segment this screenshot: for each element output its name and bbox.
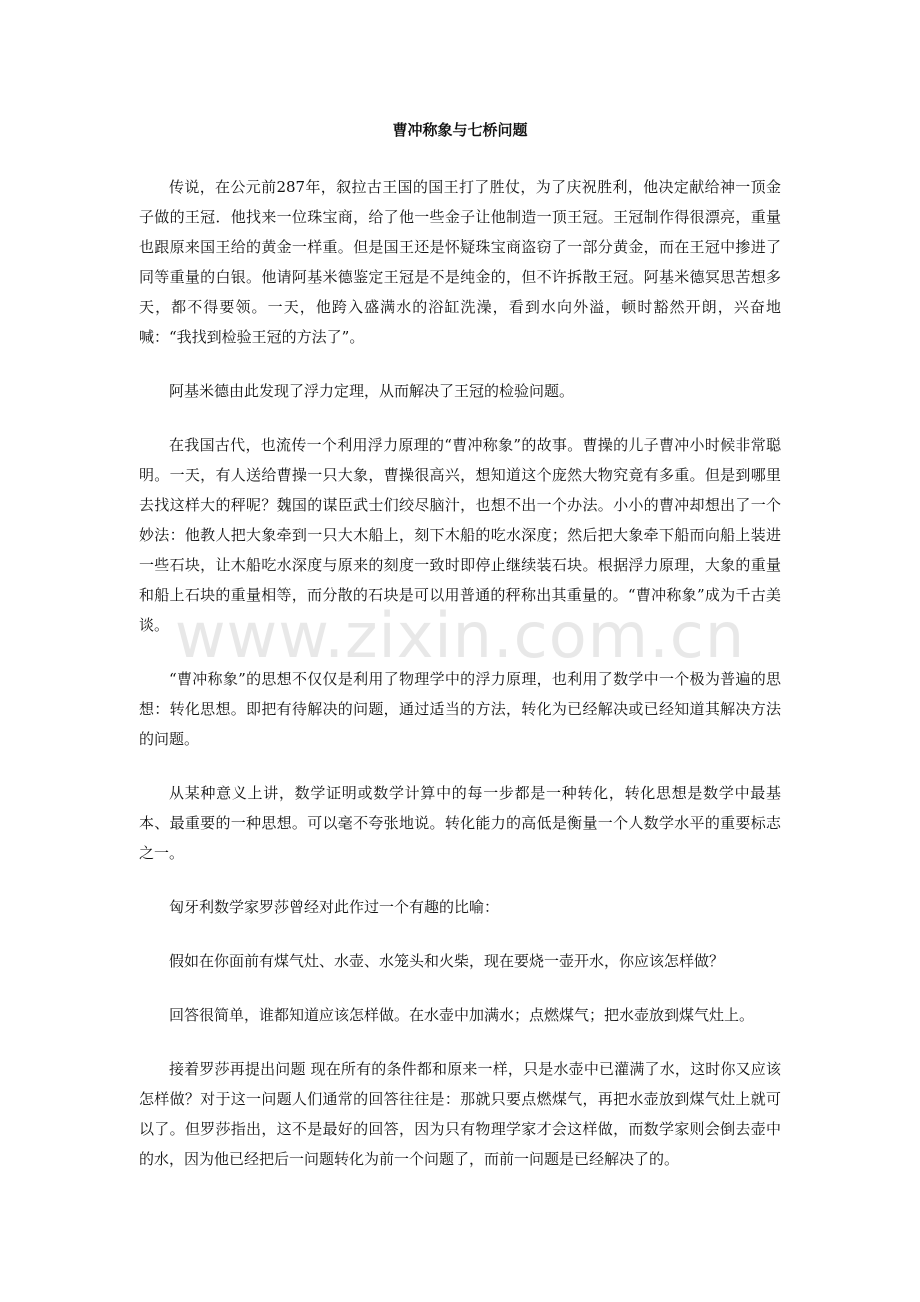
paragraph-6: 匈牙利数学家罗莎曾经对此作过一个有趣的比喻： [169, 898, 500, 916]
document-title: 曹冲称象与七桥问题 [392, 121, 528, 139]
watermark: www.zixin.com.cn [174, 599, 746, 672]
paragraph-2: 阿基米德由此发现了浮力定理，从而解决了王冠的检验问题。 [169, 382, 575, 400]
paragraph-7: 假如在你面前有煤气灶、水壶、水笼头和火柴，现在要烧一壶开水，你应该怎样做？ [169, 952, 725, 970]
paragraph-9: 接着罗莎再提出问题 现在所有的条件都和原来一样，只是水壶中已灌满了水，这时你又应该怎样做？对于这一问题人们通常的回答往往是：那就只要点燃煤气，再把水壶放到煤气灶上就可以了。但罗莎指出，这不是最好的回答，因为只有物理学家才会这样做，而数学家则会倒去壶中的水，因为他已经把后一问题转化为前一个问题了，而前一问题是已经解决了的。 [139, 1060, 781, 1168]
paragraph-8: 回答很简单，谁都知道应该怎样做。在水壶中加满水；点燃煤气；把水壶放到煤气灶上。 [169, 1006, 755, 1024]
paragraph-4: “曹冲称象”的思想不仅仅是利用了物理学中的浮力原理，也利用了数学中一个极为普遍的思想：转化思想。即把有待解决的问题，通过适当的方法，转化为已经解决或已经知道其解决方法的问题。 [139, 670, 781, 748]
document-body [139, 172, 781, 1198]
paragraph-5: 从某种意义上讲，数学证明或数学计算中的每一步都是一种转化，转化思想是数学中最基本、最重要的一种思想。可以毫不夸张地说。转化能力的高低是衡量一个人数学水平的重要标志之一。 [139, 784, 781, 862]
paragraph-3: 在我国古代，也流传一个利用浮力原理的“曹冲称象”的故事。曹操的儿子曹冲小时候非常聪明。一天，有人送给曹操一只大象，曹操很高兴，想知道这个庞然大物究竟有多重。但是到哪里去找这样大的秤呢？魏国的谋臣武士们绞尽脑汁，也想不出一个办法。小小的曹冲却想出了一个妙法：他教人把大象牵到一只大木船上，刻下木船的吃水深度；然后把大象牵下船而向船上装进一些石块，让木船吃水深度与原来的刻度一致时即停止继续装石块。根据浮力原理，大象的重量和船上石块的重量相等，而分散的石块是可以用普通的秤称出其重量的。“曹冲称象”成为千古美谈。 [139, 436, 781, 634]
paragraph-1: 传说，在公元前287年，叙拉古王国的国王打了胜仗，为了庆祝胜利，他决定献给神一顶金子做的王冠．他找来一位珠宝商，给了他一些金子让他制造一顶王冠。王冠制作得很漂亮，重量也跟原来国王给的黄金一样重。但是国王还是怀疑珠宝商盗窃了一部分黄金，而在王冠中掺进了同等重量的白银。他请阿基米德鉴定王冠是不是纯金的，但不许拆散王冠。阿基米德冥思苦想多天，都不得要领。一天，他跨入盛满水的浴缸洗澡，看到水向外溢，顿时豁然开朗，兴奋地喊：“我找到检验王冠的方法了”。 [139, 178, 781, 346]
